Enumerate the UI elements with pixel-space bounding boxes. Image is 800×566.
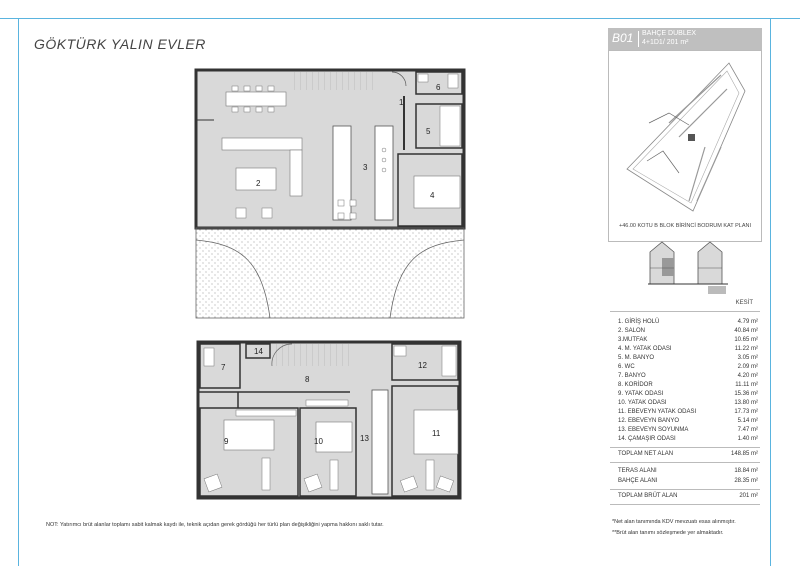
- key-plan-caption: +46.00 KOTU B BLOK BİRİNCİ BODRUM KAT PLANI: [619, 223, 751, 229]
- room-area: 1.40 m²: [737, 436, 758, 442]
- room-row: [618, 327, 758, 336]
- room-name: 11. EBEVEYN YATAK ODASI: [618, 409, 697, 415]
- room-row: [618, 417, 758, 426]
- garden-value: 28.35 m²: [734, 478, 758, 484]
- room-area: 5.14 m²: [737, 418, 758, 424]
- room-area: 4.20 m²: [737, 373, 758, 379]
- room-name: 3.MUTFAK: [618, 337, 648, 343]
- room-row: [618, 354, 758, 363]
- terrace-value: 18.84 m²: [734, 468, 758, 474]
- frame-right-line: [770, 18, 771, 566]
- lower-floor-plan: [198, 342, 460, 498]
- room-area: 2.09 m²: [737, 364, 758, 370]
- room-name: 2. SALON: [618, 328, 646, 334]
- bottom-disclaimer-note: NOT: Yatırımcı brüt alanlar toplamı sabit kalmak kaydı ile, teknik açıdan gerek gördüğü her türlü plan değişikliğini yapma hakkını saklı tutar.: [46, 522, 384, 528]
- room-area: 15.36 m²: [734, 391, 758, 397]
- unit-info-panel: [608, 28, 762, 558]
- room-name: 10. YATAK ODASI: [618, 400, 667, 406]
- room-area: 4.79 m²: [737, 319, 758, 325]
- room-name: 12. EBEVEYN BANYO: [618, 418, 680, 424]
- bed: [224, 420, 274, 450]
- terrace-label: TERAS ALANI: [618, 468, 657, 474]
- room-area-list: [618, 318, 758, 444]
- section-drawing: [648, 238, 728, 296]
- room-number-10: 10: [314, 437, 323, 446]
- room-number-12: 12: [418, 361, 427, 370]
- room-row: [618, 435, 758, 444]
- room-area: 3.05 m²: [737, 355, 758, 361]
- room-number-2: 2: [256, 179, 261, 188]
- room-row: [618, 399, 758, 408]
- upper-floor-plan: [196, 70, 464, 318]
- divider: [610, 489, 760, 490]
- total-gross-row: [618, 493, 758, 499]
- project-title: GÖKTÜRK YALIN EVLER: [34, 36, 206, 52]
- room-number-6: 6: [436, 83, 441, 92]
- unit-header: [608, 28, 762, 50]
- divider: [610, 462, 760, 463]
- unit-type: BAHÇE DUBLEX: [642, 30, 697, 37]
- room-row: [618, 372, 758, 381]
- room-number-14: 14: [254, 347, 263, 356]
- room-name: 4. M. YATAK ODASI: [618, 346, 672, 352]
- key-plan: [608, 50, 762, 242]
- unit-size: 4+1D1/ 201 m²: [642, 39, 689, 46]
- room-area: 13.80 m²: [734, 400, 758, 406]
- lower-stair: [272, 344, 352, 366]
- armchair: [262, 208, 272, 218]
- room-row: [618, 390, 758, 399]
- room-row: [618, 408, 758, 417]
- kitchen-counter: [375, 126, 393, 220]
- garden-label: BAHÇE ALANI: [618, 478, 658, 484]
- walk-in-closet: [372, 390, 388, 494]
- garden-terrace: [196, 228, 464, 318]
- room-area: 17.73 m²: [734, 409, 758, 415]
- room-name: 7. BANYO: [618, 373, 646, 379]
- gross-area-note: **Brüt alan tanımı sözleşmede yer almaktadır.: [612, 530, 724, 536]
- divider: [610, 311, 760, 312]
- unit-code: B01: [612, 31, 634, 45]
- divider: [610, 504, 760, 505]
- divider: [610, 447, 760, 448]
- room-row: [618, 318, 758, 327]
- room-name: 6. WC: [618, 364, 635, 370]
- room-number-13: 13: [360, 434, 369, 443]
- room-row: [618, 426, 758, 435]
- terrace-row: [618, 468, 758, 474]
- total-net-value: 148.85 m²: [730, 451, 758, 457]
- room-area: 11.22 m²: [734, 346, 758, 352]
- room-number-8: 8: [305, 375, 310, 384]
- room-row: [618, 381, 758, 390]
- unit-location-marker: [688, 134, 695, 141]
- room-row: [618, 363, 758, 372]
- total-net-row: [618, 451, 758, 457]
- room-name: 13. EBEVEYN SOYUNMA: [618, 427, 689, 433]
- room-area: 40.84 m²: [734, 328, 758, 334]
- net-area-note: *Net alan tanımında KDV mevzuatı esas alınmıştır.: [612, 519, 736, 525]
- section-label: KESİT: [735, 300, 753, 306]
- room-name: 1. GİRİŞ HOLÜ: [618, 319, 660, 325]
- room-area: 10.65 m²: [734, 337, 758, 343]
- total-gross-label: TOPLAM BRÜT ALAN: [618, 493, 678, 499]
- key-plan-drawing: [609, 51, 761, 221]
- room-area: 11.11 m²: [735, 382, 758, 388]
- total-gross-value: 201 m²: [739, 493, 758, 499]
- room-row: [618, 345, 758, 354]
- room-number-9: 9: [224, 437, 229, 446]
- garden-row: [618, 478, 758, 484]
- room-number-7: 7: [221, 363, 226, 372]
- room-number-11: 11: [432, 429, 441, 438]
- upper-stair: [290, 72, 378, 90]
- room-name: 5. M. BANYO: [618, 355, 655, 361]
- room-area: 7.47 m²: [737, 427, 758, 433]
- room-row: [618, 336, 758, 345]
- unit-header-separator: [638, 31, 639, 47]
- room-number-4: 4: [430, 191, 435, 200]
- room-name: 8. KORİDOR: [618, 382, 653, 388]
- room-number-5: 5: [426, 127, 431, 136]
- armchair: [236, 208, 246, 218]
- room-name: 14. ÇAMAŞIR ODASI: [618, 436, 676, 442]
- room-number-3: 3: [363, 163, 368, 172]
- total-net-label: TOPLAM NET ALAN: [618, 451, 674, 457]
- room-number-1: 1: [399, 98, 404, 107]
- bed: [414, 176, 460, 208]
- room-name: 9. YATAK ODASI: [618, 391, 664, 397]
